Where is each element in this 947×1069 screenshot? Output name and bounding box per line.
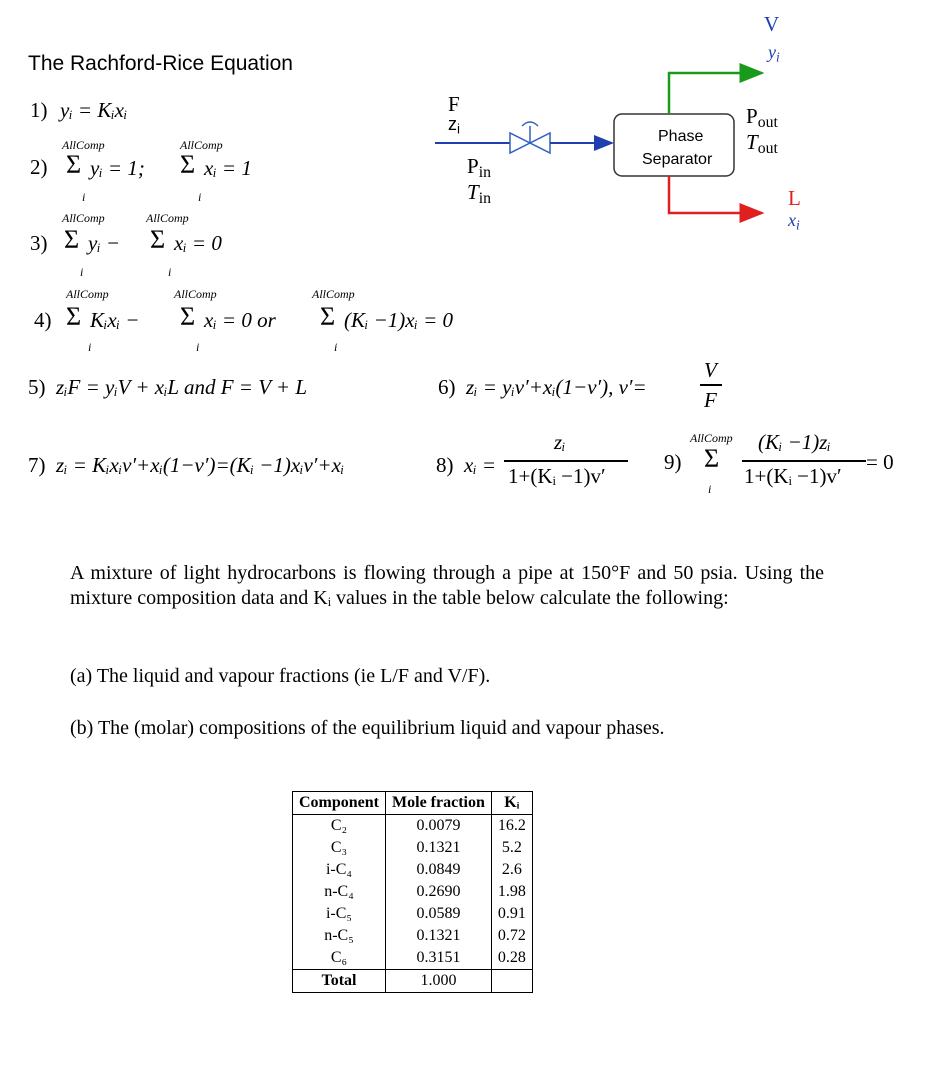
cell-k-value: 0.91 — [491, 903, 532, 925]
eq7-number: 7) — [28, 453, 46, 477]
cell-k-value: 1.98 — [491, 881, 532, 903]
cell-k-value: 0.28 — [491, 947, 532, 970]
table-row — [293, 903, 533, 925]
page-title: The Rachford-Rice Equation — [28, 52, 293, 75]
eq6-text: zᵢ = yᵢv′+xᵢ(1−v′), v′= — [466, 375, 647, 399]
cell-component: C₆ — [293, 947, 386, 970]
eq5-number: 5) — [28, 375, 46, 399]
cell-k-value: 5.2 — [491, 837, 532, 859]
cell-mole-fraction: 0.1321 — [386, 837, 492, 859]
total-k-value — [491, 970, 532, 993]
liquid-outlet-line — [669, 176, 762, 213]
eq2-sigma-a: Σ — [66, 150, 82, 179]
table-row — [293, 947, 533, 970]
eq6-number: 6) — [438, 375, 456, 399]
separator-label-line2: Separator — [642, 151, 713, 168]
eq9-allcomp: AllComp — [690, 431, 733, 445]
cell-component: i-C₄ — [293, 859, 386, 881]
table-row — [293, 925, 533, 947]
eq2-text-b: xᵢ = 1 — [204, 156, 252, 180]
cell-mole-fraction: 0.3151 — [386, 947, 492, 970]
eq4-sigma-c: Σ — [320, 302, 336, 331]
eq3-text-a: yᵢ − — [88, 231, 121, 255]
liquid-label-L: L — [788, 186, 801, 210]
eq9-numerator: (Kᵢ −1)zᵢ — [758, 430, 831, 454]
cell-component: n-C₄ — [293, 881, 386, 903]
eq4-index-c: i — [334, 340, 338, 354]
cell-mole-fraction: 0.1321 — [386, 925, 492, 947]
cell-mole-fraction: 0.0589 — [386, 903, 492, 925]
eq5-text: zᵢF = yᵢV + xᵢL and F = V + L — [56, 375, 307, 399]
cell-mole-fraction: 0.2690 — [386, 881, 492, 903]
feed-label-F: F — [448, 92, 460, 116]
eq3-sigma-a: Σ — [64, 225, 80, 254]
eq3-allcomp-b: AllComp — [146, 211, 189, 225]
table-row — [293, 859, 533, 881]
eq4-index-a: i — [88, 340, 92, 354]
eq2-sigma-b: Σ — [180, 150, 196, 179]
valve-icon — [510, 122, 550, 153]
composition-table — [292, 791, 533, 993]
outlet-label-Pout: $P_{out}$ — [746, 104, 778, 131]
eq8-lhs: xᵢ = — [464, 453, 497, 477]
eq1-text: yᵢ = Kᵢxᵢ — [60, 98, 128, 122]
eq1-number: 1) — [30, 98, 48, 122]
eq4-text-b: xᵢ = 0 or — [204, 308, 276, 332]
feed-label-Pin: $P_{in}$ — [467, 154, 491, 181]
eq2-allcomp-b: AllComp — [180, 138, 223, 152]
header-component: Component — [293, 792, 386, 815]
eq9-number: 9) — [664, 450, 682, 474]
table-row — [293, 815, 533, 838]
separator-label-line1: Phase — [658, 128, 704, 145]
eq4-text-c: (Kᵢ −1)xᵢ = 0 — [344, 308, 454, 332]
table-total-row — [293, 970, 533, 993]
separator-diagram — [0, 0, 947, 280]
liquid-label-xi: $x_i$ — [788, 210, 800, 233]
vapour-label-V: V — [764, 12, 780, 36]
vapour-label-yi: $y_i$ — [768, 42, 780, 65]
eq6-numerator: V — [704, 358, 717, 382]
eq4-allcomp-c: AllComp — [312, 287, 355, 301]
eq2-index-b: i — [198, 190, 202, 204]
cell-component: C₃ — [293, 837, 386, 859]
feed-label-zi: $z_i$ — [448, 114, 460, 137]
eq8-number: 8) — [436, 453, 454, 477]
eq4-allcomp-b: AllComp — [174, 287, 217, 301]
total-label: Total — [293, 970, 386, 993]
eq2-index-a: i — [82, 190, 86, 204]
problem-part-b: (b) The (molar) compositions of the equilibrium liquid and vapour phases. — [70, 717, 665, 739]
eq2-allcomp-a: AllComp — [62, 138, 105, 152]
eq6-denominator: F — [704, 388, 717, 412]
header-mole-fraction: Mole fraction — [386, 792, 492, 815]
eq3-index-b: i — [168, 265, 172, 279]
eq9-denominator: 1+(Kᵢ −1)v′ — [744, 464, 842, 488]
eq9-sigma: Σ — [704, 444, 720, 473]
cell-mole-fraction: 0.0849 — [386, 859, 492, 881]
cell-k-value: 0.72 — [491, 925, 532, 947]
eq4-sigma-b: Σ — [180, 302, 196, 331]
table-row — [293, 837, 533, 859]
cell-k-value: 16.2 — [491, 815, 532, 838]
eq4-sigma-a: Σ — [66, 302, 82, 331]
table-row — [293, 881, 533, 903]
header-k-value: Kᵢ — [491, 792, 532, 815]
eq9-rhs: = 0 — [866, 450, 894, 474]
eq4-text-a: Kᵢxᵢ − — [90, 308, 140, 332]
cell-mole-fraction: 0.0079 — [386, 815, 492, 838]
eq2-number: 2) — [30, 155, 48, 179]
feed-label-Tin: $T_{in}$ — [467, 180, 491, 207]
eq2-text-a: yᵢ = 1; — [90, 156, 145, 180]
table-header-row — [293, 792, 533, 815]
eq4-allcomp-a: AllComp — [66, 287, 109, 301]
eq8-denominator: 1+(Kᵢ −1)v′ — [508, 464, 606, 488]
total-mole-fraction: 1.000 — [386, 970, 492, 993]
eq4-number: 4) — [34, 308, 52, 332]
eq4-index-b: i — [196, 340, 200, 354]
eq7-text: zᵢ = Kᵢxᵢv′+xᵢ(1−v′)=(Kᵢ −1)xᵢv′+xᵢ — [56, 453, 345, 477]
cell-k-value: 2.6 — [491, 859, 532, 881]
cell-component: i-C₅ — [293, 903, 386, 925]
problem-intro: A mixture of light hydrocarbons is flowing through a pipe at 150°F and 50 psia. Using the mixture composition data and Kᵢ values in the table below calculate the following: — [70, 562, 824, 609]
eq3-number: 3) — [30, 231, 48, 255]
eq8-numerator: zᵢ — [554, 430, 566, 454]
cell-component: C₂ — [293, 815, 386, 838]
problem-part-a: (a) The liquid and vapour fractions (ie L/F and V/F). — [70, 665, 491, 687]
eq9-index: i — [708, 482, 712, 496]
eq3-text-b: xᵢ = 0 — [174, 231, 222, 255]
cell-component: n-C₅ — [293, 925, 386, 947]
eq3-sigma-b: Σ — [150, 225, 166, 254]
outlet-label-Tout: $T_{out}$ — [746, 130, 778, 157]
eq3-allcomp-a: AllComp — [62, 211, 105, 225]
eq3-index-a: i — [80, 265, 84, 279]
